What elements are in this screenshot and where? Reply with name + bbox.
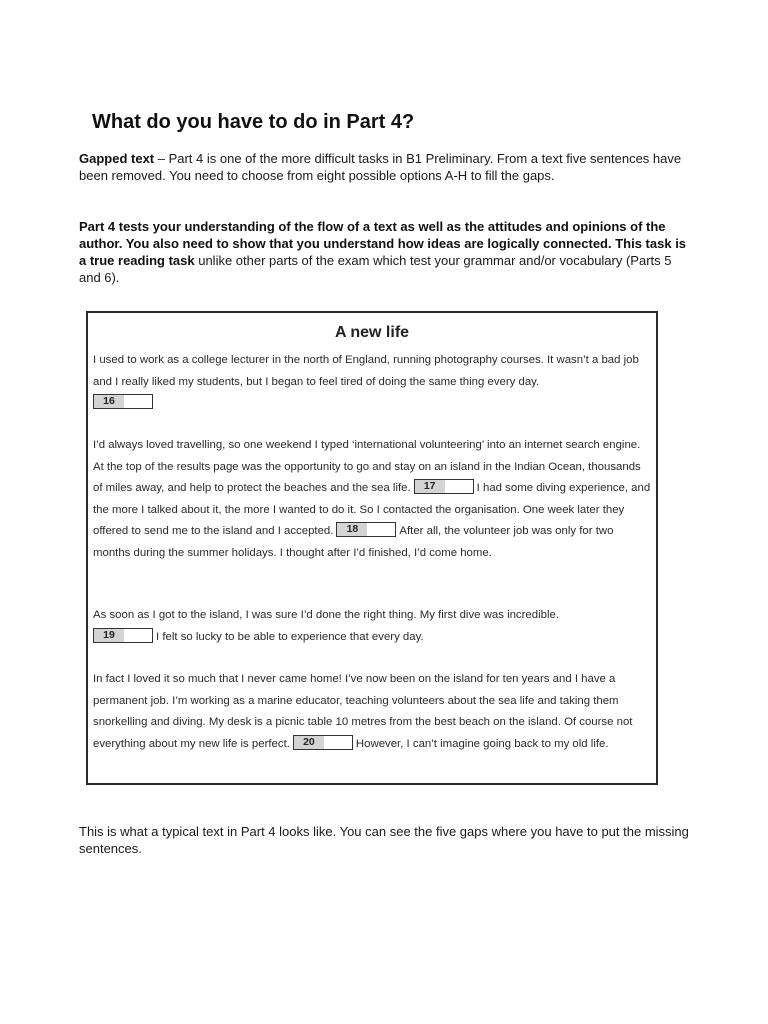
gap-number: 20 — [294, 736, 324, 749]
gap-box-18 — [336, 522, 396, 537]
paragraph-text: I felt so lucky to be able to experience that every day. — [156, 630, 424, 643]
intro-text: unlike other parts of the exam which test your grammar and/or vocabulary (Parts 5 and 6). — [79, 253, 672, 285]
paragraph-text: As soon as I got to the island, I was sure I’d done the right thing. My first dive was incredible. — [93, 609, 559, 621]
gap-number: 17 — [415, 480, 445, 493]
intro-paragraph-gapped-text — [79, 150, 689, 184]
paragraph-text: I used to work as a college lecturer in the north of England, running photography courses. It wasn’t a bad job and I really liked my students, but I began to feel tired of doing the same thing every day. — [93, 354, 639, 388]
gap-box-19 — [93, 628, 153, 643]
outro-paragraph: This is what a typical text in Part 4 looks like. You can see the five gaps where you have to put the missing sentences. — [79, 824, 689, 856]
paragraph-text: I had some diving experience, and the more I talked about it, the more I wanted to do it. So I contacted the organisation. One week later they offered to send me to the island and I accepted. — [93, 482, 651, 537]
sample-paragraph-3 — [93, 605, 653, 648]
gap-box-20 — [293, 735, 353, 750]
page-title: What do you have to do in Part 4? — [92, 111, 415, 133]
sample-paragraph-1 — [93, 350, 653, 415]
gap-box-17 — [414, 479, 474, 494]
paragraph-text: I’d always loved travelling, so one weekend I typed ‘international volunteering’ into an internet search engine. At the top of the results page was the opportunity to go and stay on an island in the Indian Ocean, thousands of miles away, and help to protect the beaches and the sea life. — [93, 439, 641, 494]
intro-paragraph-part4-tests — [79, 218, 689, 286]
gap-box-16 — [93, 394, 153, 409]
paragraph-text: In fact I loved it so much that I never came home! I’ve now been on the island for ten years and I have a permanent job. I’m working as a marine educator, teaching volunteers about the sea life and taking them snorkelling and diving. My desk is a picnic table 10 metres from the best beach on the island. Of course not everything about my new life is perfect. — [93, 673, 633, 750]
intro-bold-term: Gapped text — [79, 151, 155, 166]
sample-paragraph-4 — [93, 669, 653, 755]
intro-text: – Part 4 is one of the more difficult tasks in B1 Preliminary. From a text five sentences have been removed. You need to choose from eight possible options A-H to fill the gaps. — [79, 151, 682, 183]
gap-number: 19 — [94, 629, 124, 642]
gap-number: 16 — [94, 395, 124, 408]
sample-text-title: A new life — [334, 324, 410, 341]
gap-number: 18 — [337, 523, 367, 536]
intro-bold-statement: Part 4 tests your understanding of the flow of a text as well as the attitudes and opinions of the author. You also need to show that you understand how ideas are logically connected. This task is a true reading task — [79, 219, 687, 268]
sample-paragraph-2 — [93, 435, 653, 564]
sample-text-frame — [86, 311, 658, 785]
paragraph-text: After all, the volunteer job was only for two months during the summer holidays. I thought after I’d finished, I’d come home. — [93, 525, 614, 559]
paragraph-text: However, I can’t imagine going back to my old life. — [355, 737, 609, 750]
